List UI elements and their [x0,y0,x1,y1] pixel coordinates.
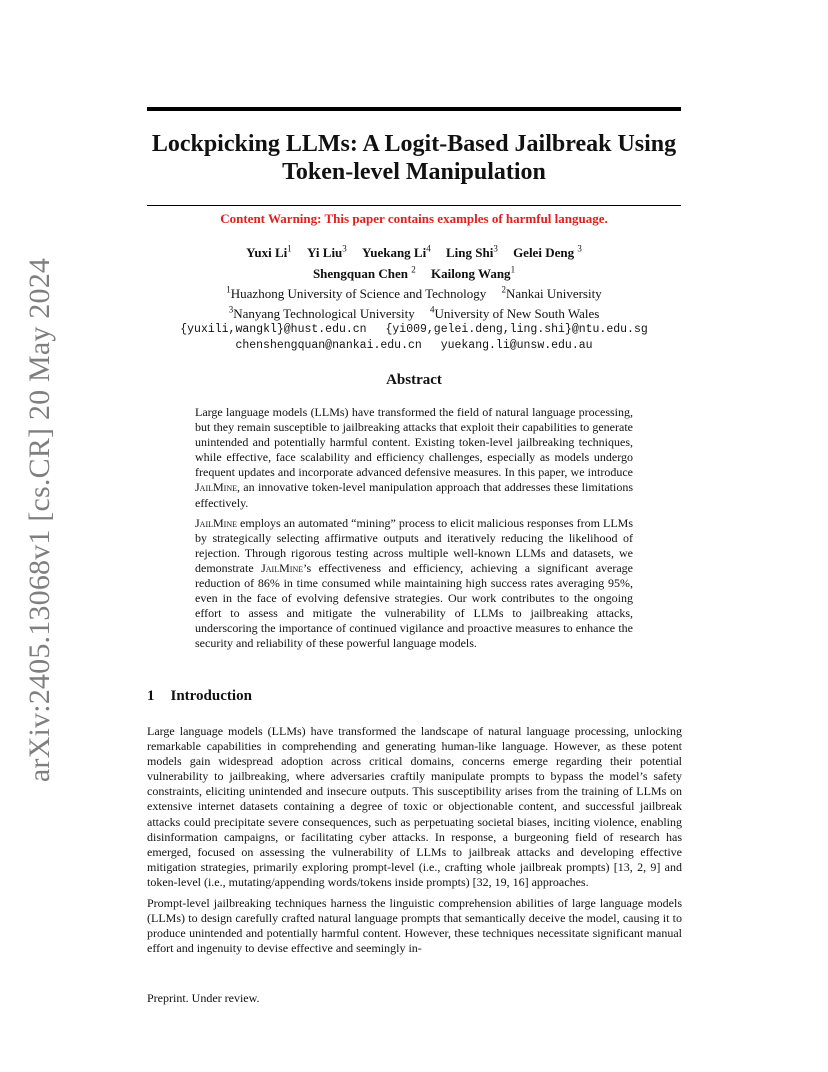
author-block [147,241,681,354]
author: Kailong Wang$^1$ [430,264,516,281]
content-warning: Content Warning: This paper contains examples of harmful language. [220,211,608,226]
introduction-body [147,724,682,962]
title-bottom-rule [147,205,681,206]
author: Gelei Deng $^3$ [513,244,582,261]
author-names-row-2 [147,261,681,281]
author: Yi Liu$^3$ [307,244,347,261]
email: chenshengquan@nankai.edu.cn [235,339,422,353]
email-row-1 [147,322,681,338]
abstract-body [195,405,633,657]
abstract-paragraph: Large language models (LLMs) have transformed the field of natural language processing, but they remain susceptible to jailbreaking attacks that exploit their capabilities to generate unintended and potentially harmful content. Existing token-level jailbreaking techniques, while effective, face scalability and efficiency challenges, especially as models undergo frequent updates and incorporate advanced defensive measures. In this paper, we introduce JailMine, an innovative token-level manipulation approach that addresses these limitations effectively. [195,405,633,510]
affiliation: $^1$Huazhong University of Science and Technology [226,284,487,301]
email: yuekang.li@unsw.edu.au [440,339,593,353]
title-line-2: Token-level Manipulation [282,159,546,185]
affiliation: $^2$Nankai University [501,284,602,301]
author: Shengquan Chen $^2$ [312,264,416,281]
title-top-rule [147,107,681,111]
section-heading-introduction [147,688,252,705]
preprint-footer: Preprint. Under review. [147,991,260,1005]
paper-title [147,130,681,186]
abstract-paragraph: JailMine employs an automated “mining” process to elicit malicious responses from LLMs by strategically selecting affirmative outputs and iteratively reducing the likelihood of rejection. Through rigorous testing across multiple well-known LLMs and datasets, we demonstrate JailMine’s effectiveness and efficiency, achieving a significant average reduction of 86% in time consumed while maintaining high success rates averaging 95%, even in the face of evolving defensive strategies. Our work contributes to the ongoing effort to assess and mitigate the vulnerability of LLMs to jailbreaking attacks, underscoring the importance of continued vigilance and proactive measures to enhance the security and reliability of these powerful language models. [195,515,633,651]
section-number: 1 [147,688,155,704]
email: {yuxili,wangkl}@hust.edu.cn [180,323,367,337]
affiliation-row-2 [147,302,681,322]
affiliation-row-1 [147,282,681,302]
affiliation: $^3$Nanyang Technological University [228,304,415,322]
author-names-row-1 [147,241,681,261]
arxiv-identifier-stamp: arXiv:2405.13068v1 [cs.CR] 20 May 2024 [23,257,56,783]
section-title: Introduction [170,688,252,704]
author: Yuxi Li$^1$ [246,244,292,261]
email: {yi009,gelei.deng,ling.shi}@ntu.edu.sg [385,323,648,337]
body-paragraph: Prompt-level jailbreaking techniques harness the linguistic comprehension abilities of large language models (LLMs) to design carefully crafted natural language prompts that semantically deceive the model, causing it to produce unintended and potentially harmful content. However, these techniques necessitate significant manual effort and ingenuity to devise effective and seemingly in- [147,896,682,956]
affiliation: $^4$University of New South Wales [429,304,600,322]
email-row-2 [147,338,681,354]
title-line-1: Lockpicking LLMs: A Logit-Based Jailbreak Using [151,131,677,157]
abstract-heading: Abstract [386,372,442,388]
body-paragraph: Large language models (LLMs) have transformed the landscape of natural language processing, unlocking remarkable capabilities in comprehending and generating human-like language. However, as these potent models gain widespread adoption across critical domains, concerns emerge regarding their potential vulnerability to jailbreaking, where adversaries craftily manipulate prompts to bypass the model’s safety constraints, eliciting unintended and insecure outputs. This susceptibility arises from the training of LLMs on extensive internet datasets containing a degree of toxic or objectionable content, and successful jailbreak attacks could precipitate severe consequences, such as perpetuating societal biases, inciting violence, enabling disinformation campaigns, or facilitating cyber attacks. In response, a burgeoning field of research has emerged, focused on assessing the vulnerability of LLMs to jailbreak attacks and developing effective mitigation strategies, primarily exploring prompt-level (i.e., crafting whole jailbreak prompts) [13, 2, 9] and token-level (i.e., mutating/appending words/tokens inside prompts) [32, 19, 16] approaches. [147,724,682,889]
author: Yuekang Li$^4$ [362,244,431,261]
author: Ling Shi$^3$ [445,244,498,261]
